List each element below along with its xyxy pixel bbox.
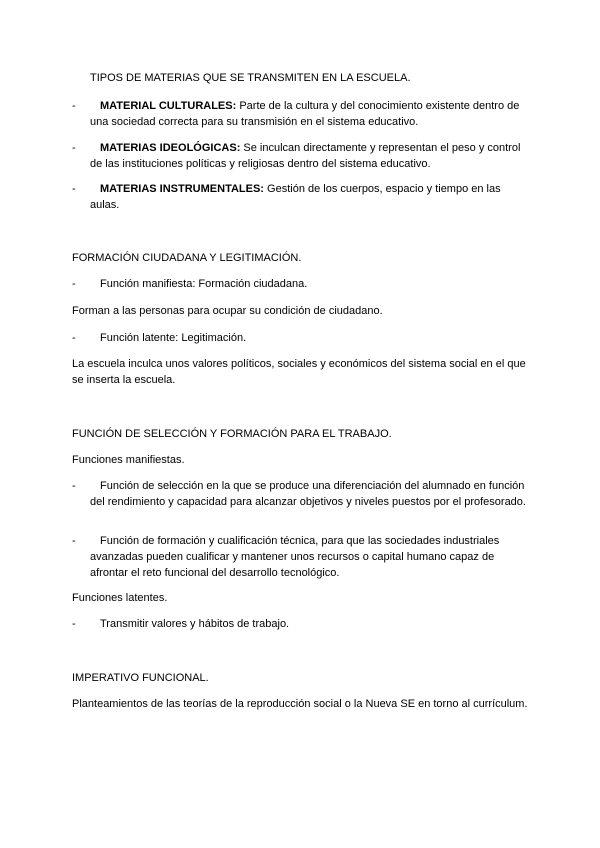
section-title-seleccion-trabajo: FUNCIÓN DE SELECCIÓN Y FORMACIÓN PARA EL TRABAJO. <box>72 428 392 440</box>
bullet-dash: - <box>72 100 76 112</box>
bullet-dash: - <box>72 535 76 547</box>
section-title-formacion-ciudadana: FORMACIÓN CIUDADANA Y LEGITIMACIÓN. <box>72 252 302 264</box>
list-item-body: Función de selección en la que se produce una diferenciación del alumnado en función del rendimiento y capacidad para alcanzar objetivos y niveles puestos por el profesorado. <box>90 480 526 508</box>
bullet-dash: - <box>72 480 76 492</box>
paragraph: Forman a las personas para ocupar su condición de ciudadano. <box>72 305 383 317</box>
list-item-text <box>90 330 532 346</box>
list-item-text <box>90 181 532 213</box>
list-item <box>72 330 532 346</box>
list-item-label: MATERIAL CULTURALES: <box>100 100 237 112</box>
list-item-body: Parte de la cultura y del conocimiento existente dentro de una sociedad correcta para su transmisión en el sistema educativo. <box>90 100 520 128</box>
list-item-text <box>90 98 532 130</box>
list-item-body: Transmitir valores y hábitos de trabajo. <box>100 618 290 630</box>
list-item-text <box>90 616 532 632</box>
list-item-body: Gestión de los cuerpos, espacio y tiempo en las aulas. <box>90 183 501 211</box>
bullet-dash: - <box>72 183 76 195</box>
section-title-materias: TIPOS DE MATERIAS QUE SE TRANSMITEN EN LA ESCUELA. <box>90 72 411 84</box>
list-item-text <box>90 478 532 510</box>
list-item-text <box>90 140 532 172</box>
subheading-latent: Funciones latentes. <box>72 592 168 604</box>
list-item-text <box>90 276 532 292</box>
bullet-dash: - <box>72 332 76 344</box>
paragraph: La escuela inculca unos valores políticos, sociales y económicos del sistema social en el que se inserta la escuela. <box>72 358 526 386</box>
list-item <box>72 181 532 213</box>
list-item <box>72 98 532 130</box>
section-title-imperativo: IMPERATIVO FUNCIONAL. <box>72 672 209 684</box>
list-item <box>72 533 532 581</box>
list-item <box>72 478 532 510</box>
subheading-manifest: Funciones manifiestas. <box>72 454 185 466</box>
bullet-dash: - <box>72 142 76 154</box>
list-item-label: MATERIAS INSTRUMENTALES: <box>100 183 264 195</box>
list-item-text <box>90 533 532 581</box>
list-item-body: Se inculcan directamente y representan el peso y control de las instituciones políticas y religiosas dentro del sistema educativo. <box>90 142 521 170</box>
list-item-label: MATERIAS IDEOLÓGICAS: <box>100 142 241 154</box>
list-item <box>72 276 532 292</box>
bullet-dash: - <box>72 618 76 630</box>
list-item <box>72 140 532 172</box>
list-item-body: Función de formación y cualificación técnica, para que las sociedades industriales avanzadas pueden cualificar y mantener unos recursos o capital humano capaz de afrontar el reto funcional del desarrollo tecnológico. <box>90 535 500 579</box>
list-item-body: Función latente: Legitimación. <box>100 332 247 344</box>
bullet-dash: - <box>72 278 76 290</box>
list-item-body: Función manifiesta: Formación ciudadana. <box>100 278 308 290</box>
list-item <box>72 616 532 632</box>
paragraph: Planteamientos de las teorías de la reproducción social o la Nueva SE en torno al currículum. <box>72 698 528 710</box>
